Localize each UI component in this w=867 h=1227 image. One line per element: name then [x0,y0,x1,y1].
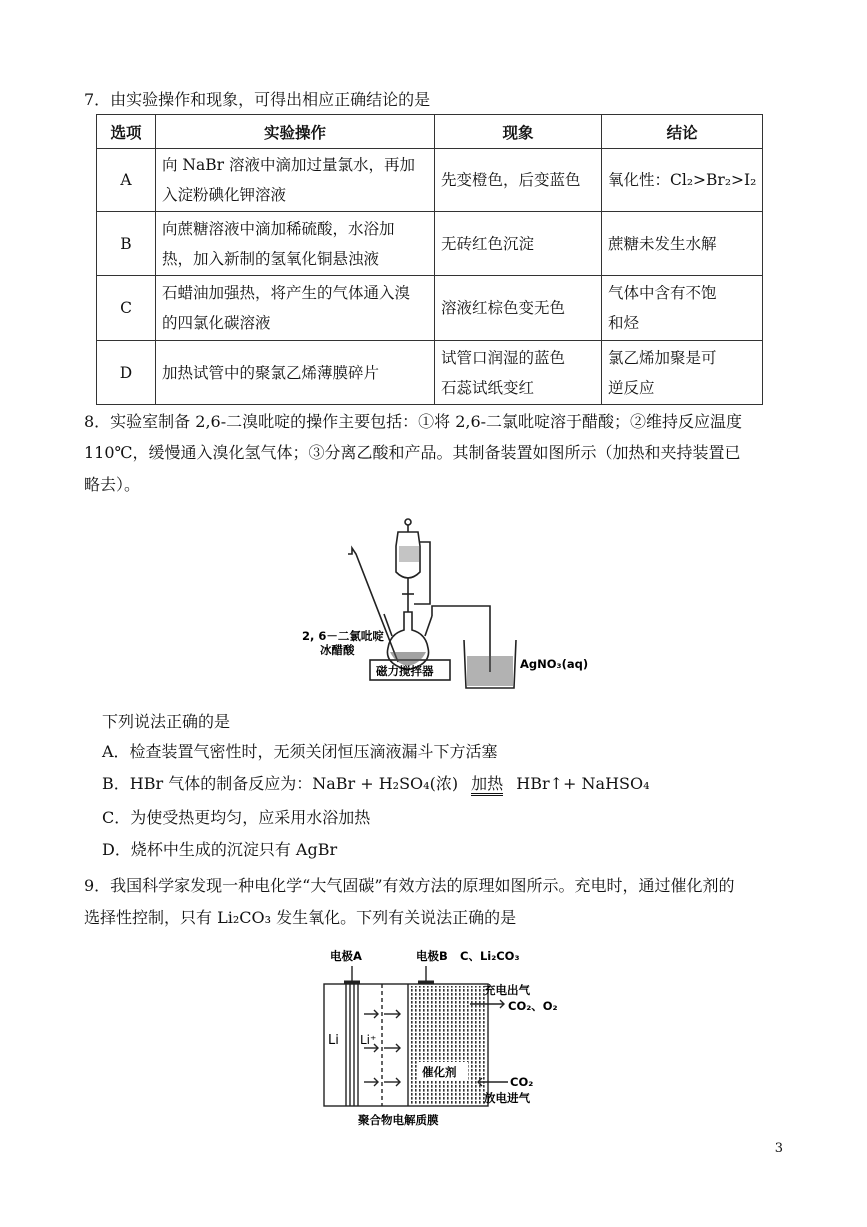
q9-cell-diagram [318,944,570,1130]
q8-option-a: A．检查装置气密性时，无须关闭恒压滴液漏斗下方活塞 [102,742,498,761]
header-operation: 实验操作 [156,115,435,149]
header-conclusion: 结论 [602,115,763,149]
row-b-conclusion: 蔗糖未发生水解 [602,212,763,276]
row-b-option: B [97,212,156,276]
q7-table [96,114,763,405]
label-discharge-in: 放电进气 [484,1091,530,1105]
label-b-material: C、Li₂CO₃ [460,949,520,963]
label-membrane: 聚合物电解质膜 [358,1113,439,1127]
row-d-phenomenon: 试管口润湿的蓝色 石蕊试纸变红 [435,341,602,405]
label-charge-gases: CO₂、O₂ [508,999,558,1013]
label-catalyst: 催化剂 [422,1065,457,1079]
label-li-ion: Li⁺ [360,1033,377,1047]
q8-option-c: C．为使受热更均匀，应采用水浴加热 [102,808,371,827]
label-co2-in: CO₂ [510,1075,534,1089]
q8-prompt: 下列说法正确的是 [102,712,231,731]
label-electrode-a: 电极A [330,949,362,963]
row-d-conclusion: 氯乙烯加聚是可 逆反应 [602,341,763,405]
header-phenomenon: 现象 [435,115,602,149]
label-reactant2: 冰醋酸 [320,643,355,657]
row-d-operation: 加热试管中的聚氯乙烯薄膜碎片 [156,341,435,405]
table-row [97,276,763,341]
q7-stem: 7．由实验操作和现象，可得出相应正确结论的是 [84,90,431,109]
label-li: Li [328,1033,339,1048]
table-row [97,149,763,212]
row-c-phenomenon: 溶液红棕色变无色 [435,276,602,341]
header-option: 选项 [97,115,156,149]
row-b-phenomenon: 无砖红色沉淀 [435,212,602,276]
q9-stem-line-1: 9．我国科学家发现一种电化学“大气固碳”有效方法的原理如图所示。充电时，通过催化剂的 [84,876,735,895]
option-b-products: HBr↑+ NaHSO₄ [516,774,650,793]
page-number: 3 [774,1141,783,1156]
q8-stem-line-1: 8．实验室制备 2,6-二溴吡啶的操作主要包括：①将 2,6-二氯吡啶溶于醋酸；②维持反应温度 [84,412,743,431]
row-a-conclusion: 氧化性：Cl₂>Br₂>I₂ [602,149,763,212]
q9-stem-line-2: 选择性控制，只有 Li₂CO₃ 发生氧化。下列有关说法正确的是 [84,908,517,927]
row-a-phenomenon: 先变橙色，后变蓝色 [435,149,602,212]
option-b-reactants: B．HBr 气体的制备反应为：NaBr + H₂SO₄(浓) [102,774,459,793]
label-charge-out: 充电出气 [484,983,530,997]
q8-apparatus-diagram [280,512,590,692]
q8-stem-line-2: 110℃，缓慢通入溴化氢气体；③分离乙酸和产品。其制备装置如图所示（加热和夹持装置已 [84,443,741,462]
q8-option-d: D．烧杯中生成的沉淀只有 AgBr [102,840,338,859]
label-electrode-b: 电极B [416,949,448,963]
table-header-row [97,115,763,149]
row-c-operation: 石蜡油加强热，将产生的气体通入溴 的四氯化碳溶液 [156,276,435,341]
row-c-conclusion: 气体中含有不饱 和烃 [602,276,763,341]
row-a-option: A [97,149,156,212]
row-c-option: C [97,276,156,341]
label-stirrer: 磁力搅拌器 [376,664,434,678]
label-beaker: AgNO₃(aq) [520,657,589,671]
q8-option-b [102,774,650,796]
option-b-condition: 加热 [471,775,503,796]
table-row [97,341,763,405]
row-b-operation: 向蔗糖溶液中滴加稀硫酸，水浴加 热，加入新制的氢氧化铜悬浊液 [156,212,435,276]
row-a-operation: 向 NaBr 溶液中滴加过量氯水，再加 入淀粉碘化钾溶液 [156,149,435,212]
table-row [97,212,763,276]
row-d-option: D [97,341,156,405]
label-reactant1: 2, 6－二氯吡啶 [302,629,384,643]
q8-stem-line-3: 略去）。 [84,475,141,494]
